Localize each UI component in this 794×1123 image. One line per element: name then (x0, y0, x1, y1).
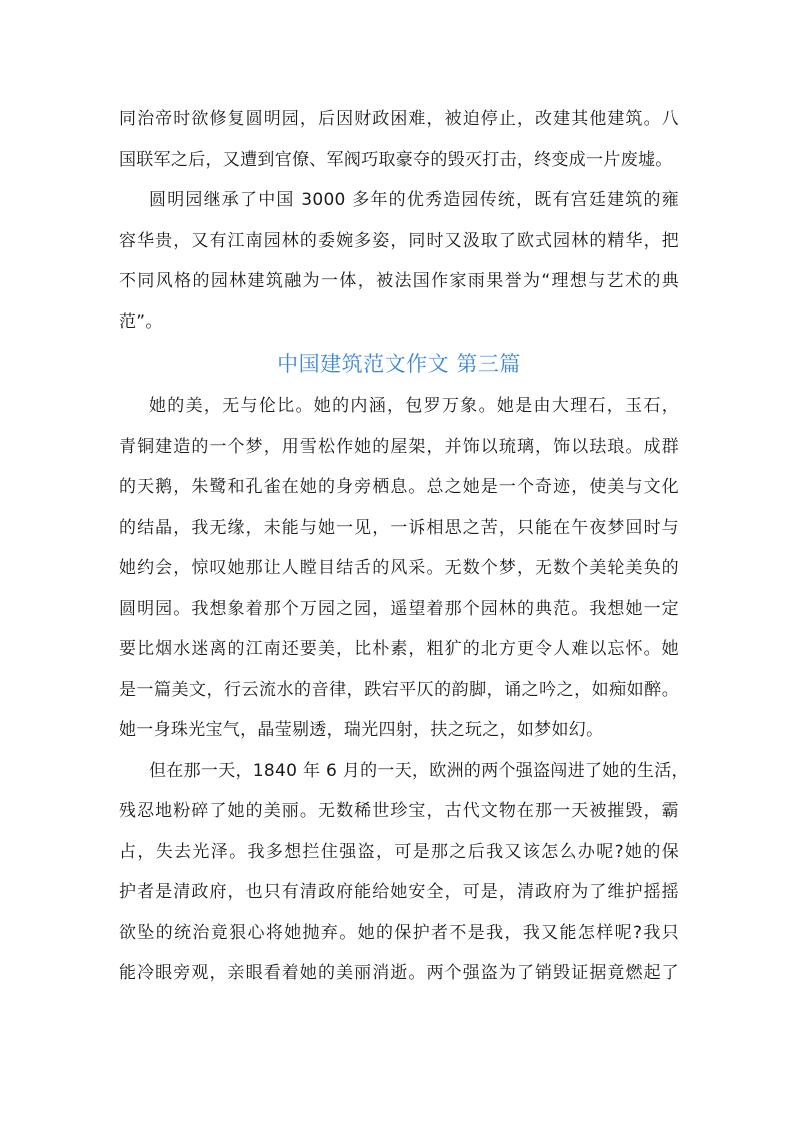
text-line: 是一篇美文，行云流水的音律，跌宕平仄的韵脚，诵之吟之，如痴如醉。 (119, 679, 679, 700)
text-line: 护者是清政府，也只有清政府能给她安全，可是，清政府为了维护摇摇 (119, 882, 679, 902)
text-line: 不同风格的园林建筑融为一体，被法国作家雨果誉为“理想与艺术的典 (119, 271, 679, 291)
text-line: 能冷眼旁观，亲眼看着她的美丽消逝。两个强盗为了销毁证据竟燃起了 (119, 963, 679, 983)
text-line: 圆明园继承了中国 3000 多年的优秀造园传统，既有宫廷建筑的雍 (149, 190, 679, 210)
text-line: 她约会，惊叹她那让人瞠目结舌的风采。无数个梦，无数个美轮美奂的 (119, 558, 679, 578)
text-line: 但在那一天，1840 年 6 月的一天，欧洲的两个强盗闯进了她的生活， (149, 760, 689, 781)
text-line: 圆明园。我想象着那个万园之园，遥望着那个园林的典范。我想她一定 (119, 598, 679, 619)
text-line: 要比烟水迷离的江南还要美，比朴素，粗犷的北方更令人难以忘怀。她 (119, 639, 679, 659)
paragraph-2 (119, 180, 679, 342)
paragraph-1 (119, 99, 679, 180)
document-page (119, 99, 689, 994)
text-line: 同治帝时欲修复圆明园，后因财政困难，被迫停止，改建其他建筑。八 (119, 109, 679, 129)
text-line: 欲坠的统治竟狠心将她抛弃。她的保护者不是我，我又能怎样呢?我只 (119, 922, 679, 943)
text-line: 占，失去光泽。我多想拦住强盗，可是那之后我又该怎么办呢?她的保 (119, 841, 679, 862)
text-line: 她一身珠光宝气，晶莹剔透，瑞光四射，扶之玩之，如梦如幻。 (119, 720, 604, 740)
text-line: 国联军之后，又遭到官僚、军阀巧取豪夺的毁灭打击，终变成一片废墟。 (119, 149, 673, 170)
paragraph-4 (119, 751, 689, 994)
text-line: 的结晶，我无缘，未能与她一见，一诉相思之苦，只能在午夜梦回时与 (119, 517, 679, 538)
text-line: 的天鹅，朱鹭和孔雀在她的身旁栖息。总之她是一个奇迹，使美与文化 (119, 477, 679, 497)
text-line: 她的美，无与伦比。她的内涵，包罗万象。她是由大理石，玉石， (149, 396, 679, 416)
paragraph-3 (119, 386, 679, 751)
text-line: 容华贵，又有江南园林的委婉多姿，同时又汲取了欧式园林的精华，把 (119, 230, 679, 251)
text-line: 范”。 (119, 311, 163, 332)
text-line: 残忍地粉碎了她的美丽。无数稀世珍宝，古代文物在那一天被摧毁，霸 (119, 801, 679, 821)
text-line: 青铜建造的一个梦，用雪松作她的屋架，并饰以琉璃，饰以珐琅。成群 (119, 436, 679, 457)
section-heading: 中国建筑范文作文 第三篇 (277, 352, 521, 376)
